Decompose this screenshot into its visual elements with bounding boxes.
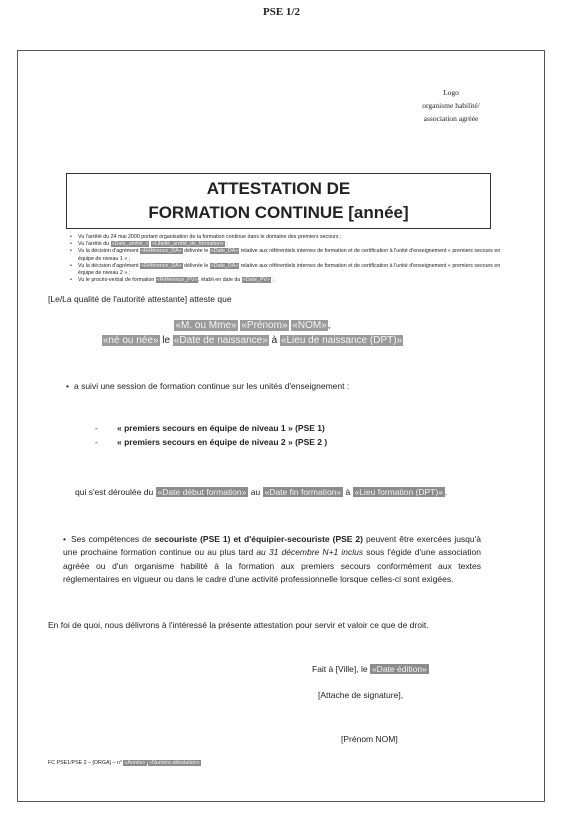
teaching-units bbox=[95, 421, 327, 449]
person-identity: «M. ou Mme» «Prénom» «NOM», «né ou née» le «Date de naissance» à «Lieu de naissance (DPT)» bbox=[102, 320, 403, 346]
training-period: qui s'est déroulée du «Date début formation» au «Date fin formation» à «Lieu formation (DPT)» . bbox=[75, 487, 448, 497]
logo-line: association agréée bbox=[423, 114, 479, 123]
born-field: «né ou née» bbox=[102, 335, 159, 346]
merge-field: «Date_PV» bbox=[242, 277, 270, 284]
start-date-field: «Date début formation» bbox=[157, 487, 247, 497]
last-name-field: «NOM» bbox=[292, 320, 327, 331]
merge-field: «Référence_PV» bbox=[156, 277, 198, 284]
merge-field: «Date_arrêté_» bbox=[111, 241, 149, 248]
done-at: Fait à [Ville], le «Date édition» bbox=[312, 664, 427, 674]
attestation-title bbox=[66, 173, 491, 229]
birth-date-field: «Date de naissance» bbox=[173, 335, 268, 346]
logo-line: Logo bbox=[443, 88, 459, 97]
merge-field: «Référence_DA» bbox=[141, 248, 182, 255]
attestation-number-field: «Numéro attestation» bbox=[149, 760, 200, 766]
footer-reference: FC PSE1/PSE 2 – [ORGA] – n° «Année» «Numéro attestation» bbox=[48, 760, 200, 766]
merge-field: «Date_DA» bbox=[210, 262, 239, 269]
year-field: «Année» bbox=[124, 760, 146, 766]
reference-item: • Vu la décision d'agrément «Référence_DA» délivrée le «Date_DA» relative aux référentiels internes de formation et de certification à l'unité d'enseignement « premiers secours en équipe de niveau 1 » ; bbox=[68, 248, 508, 262]
title-line-1: ATTESTATION DE bbox=[206, 179, 351, 198]
reference-item: • Vu le procès-verbal de formation «Référence_PV», établi en date du «Date_PV» ; bbox=[68, 277, 508, 284]
skills-validity: • Ses compétences de secouriste (PSE 1) et d'équipier-secouriste (PSE 2) peuvent être exercées jusqu'à une prochaine formation continue ou au plus tard au 31 décembre N+1 inclus sous l'égide d'une association agréée ou d'un organisme habilité à la formation aux premiers secours conformément aux textes réglementaires en vigueur ou dans le cadre d'une activité professionnelle lorsque celles-ci sont exigées. bbox=[63, 534, 481, 585]
signature-attache: [Attache de signature], bbox=[318, 690, 404, 700]
session-statement: • a suivi une session de formation continue sur les unités d'enseignement : bbox=[66, 381, 350, 391]
unit-item: - « premiers secours en équipe de niveau 2 » (PSE 2 ) bbox=[95, 437, 328, 447]
merge-field: «Date_DA» bbox=[210, 248, 239, 255]
logo-placeholder bbox=[396, 86, 506, 125]
authority-statement: [Le/La qualité de l'autorité attestante] atteste que bbox=[48, 294, 232, 304]
closing-statement: En foi de quoi, nous délivrons à l'intéressé la présente attestation pour servir et valoir ce que de droit. bbox=[48, 620, 429, 630]
merge-field: «Référence_DA» bbox=[141, 262, 182, 269]
civility-field: «M. ou Mme» bbox=[175, 320, 237, 331]
location-field: «Lieu formation (DPT)» bbox=[354, 487, 443, 497]
birth-place-field: «Lieu de naissance (DPT)» bbox=[280, 335, 403, 346]
signer-name: [Prénom NOM] bbox=[341, 734, 398, 744]
merge-field: «Libellé_arrêté_de_formation» bbox=[151, 241, 224, 248]
first-name-field: «Prénom» bbox=[241, 320, 288, 331]
reference-item: • Vu la décision d'agrément «Référence_DA» délivrée le «Date_DA» relative aux référentiels internes de formation et de certification à l'unité d'enseignement « premiers secours en équipe de niveau 2 » ; bbox=[68, 263, 508, 277]
page-header: PSE 1/2 bbox=[263, 6, 300, 18]
logo-line: organisme habilité/ bbox=[422, 101, 480, 110]
unit-item: - « premiers secours en équipe de niveau 1 » (PSE 1) bbox=[95, 423, 325, 433]
end-date-field: «Date fin formation» bbox=[264, 487, 342, 497]
reference-item: • Vu l'arrêté du 24 mai 2000 portant organisation de la formation continue dans le domaine des premiers secours ; bbox=[68, 234, 508, 241]
legal-references bbox=[68, 234, 508, 284]
title-line-2: FORMATION CONTINUE [année] bbox=[148, 203, 409, 222]
reference-item: • Vu l'arrêté du «Date_arrêté_» «Libellé_arrêté_de_formation» ; bbox=[68, 241, 508, 248]
issue-date-field: «Date édition» bbox=[371, 664, 427, 674]
